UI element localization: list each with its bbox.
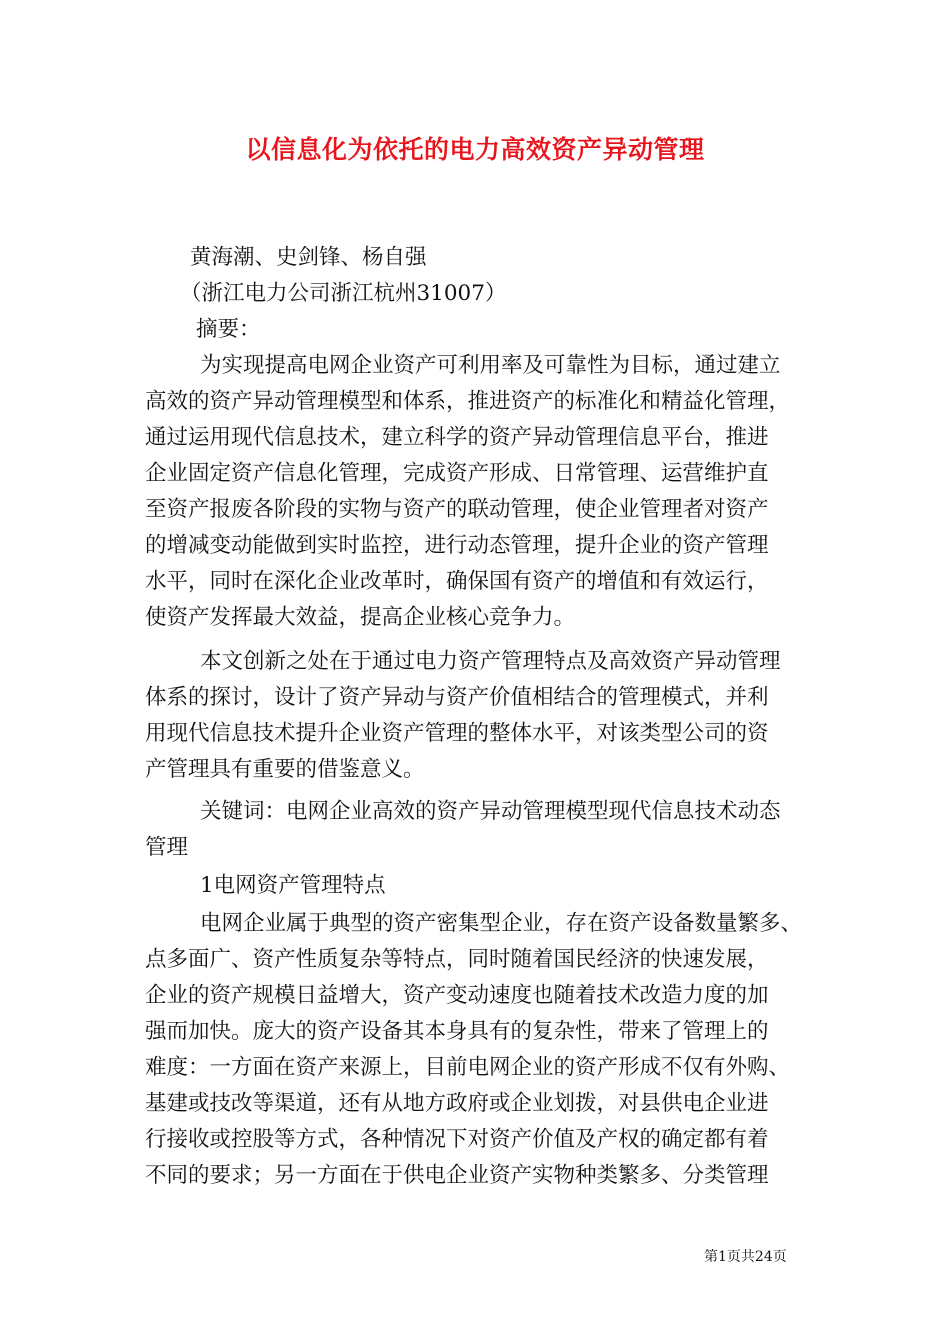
authors: 黄海潮、史剑锋、杨自强	[190, 245, 427, 270]
affiliation: （浙江电力公司浙江杭州31007）	[180, 281, 507, 306]
keywords-line: 关键词：电网企业高效的资产异动管理模型现代信息技术动态	[200, 799, 781, 824]
paragraph-line: 产管理具有重要的借鉴意义。	[145, 757, 425, 782]
paragraph-line: 不同的要求；另一方面在于供电企业资产实物种类繁多、分类管理	[145, 1163, 769, 1188]
paragraph-line: 为实现提高电网企业资产可利用率及可靠性为目标，通过建立	[200, 353, 781, 378]
paragraph-line: 用现代信息技术提升企业资产管理的整体水平，对该类型公司的资	[145, 721, 769, 746]
page-number: 第1页共24页	[704, 1249, 787, 1265]
paragraph-line: 本文创新之处在于通过电力资产管理特点及高效资产异动管理	[200, 649, 781, 674]
paragraph-line: 体系的探讨，设计了资产异动与资产价值相结合的管理模式，并利	[145, 685, 769, 710]
paragraph-line: 点多面广、资产性质复杂等特点，同时随着国民经济的快速发展，	[145, 947, 769, 972]
paragraph-line: 强而加快。庞大的资产设备其本身具有的复杂性，带来了管理上的	[145, 1019, 769, 1044]
paragraph-line: 的增减变动能做到实时监控，进行动态管理，提升企业的资产管理	[145, 533, 769, 558]
paragraph-line: 电网企业属于典型的资产密集型企业，存在资产设备数量繁多、	[200, 911, 803, 936]
document-title: 以信息化为依托的电力高效资产异动管理	[245, 135, 705, 164]
paragraph-line: 通过运用现代信息技术，建立科学的资产异动管理信息平台，推进	[145, 425, 769, 450]
keywords-line: 管理	[145, 835, 189, 860]
paragraph-line: 难度：一方面在资产来源上，目前电网企业的资产形成不仅有外购、	[145, 1055, 791, 1080]
paragraph-line: 行接收或控股等方式，各种情况下对资产价值及产权的确定都有着	[145, 1127, 769, 1152]
paragraph-line: 企业固定资产信息化管理，完成资产形成、日常管理、运营维护直	[145, 461, 769, 486]
paragraph-line: 使资产发挥最大效益，提高企业核心竞争力。	[145, 605, 576, 630]
section-heading: 1电网资产管理特点	[200, 873, 386, 898]
abstract-label: 摘要：	[196, 317, 261, 342]
paragraph-line: 基建或技改等渠道，还有从地方政府或企业划拨，对县供电企业进	[145, 1091, 769, 1116]
paragraph-line: 高效的资产异动管理模型和体系，推进资产的标准化和精益化管理，	[145, 389, 791, 414]
paragraph-line: 至资产报废各阶段的实物与资产的联动管理，使企业管理者对资产	[145, 497, 769, 522]
paragraph-line: 企业的资产规模日益增大，资产变动速度也随着技术改造力度的加	[145, 983, 769, 1008]
paragraph-line: 水平，同时在深化企业改革时，确保国有资产的增值和有效运行，	[145, 569, 769, 594]
